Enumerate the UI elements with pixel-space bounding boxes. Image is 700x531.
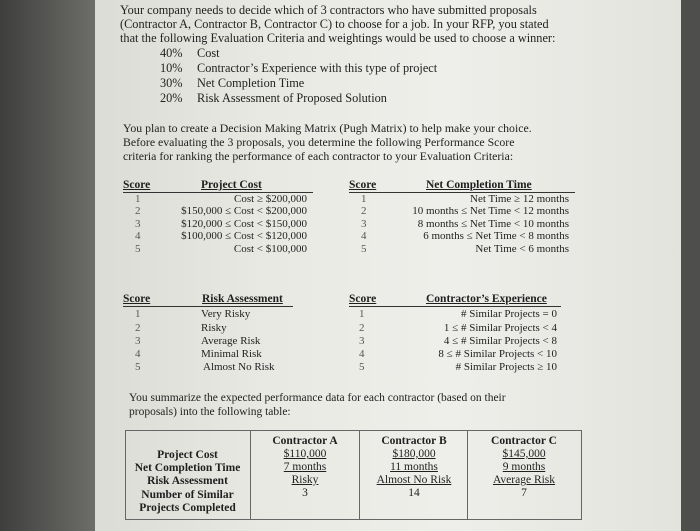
risk-criterion: Very Risky [201, 308, 251, 320]
score-num: 2 [361, 205, 367, 217]
criteria-name: Cost [197, 46, 220, 60]
background-right [681, 0, 700, 531]
contractor-c-risk: Average Risk [492, 474, 556, 486]
cost-criterion: Cost < $100,000 [233, 243, 307, 255]
exp-criterion: 4 ≤ # Similar Projects < 8 [443, 335, 557, 347]
intro-line-3: that the following Evaluation Criteria and weightings would be used to choose a winner: [120, 31, 556, 45]
intro-line-2: (Contractor A, Contractor B, Contractor C) to choose for a job. In your RFP, you stated [120, 17, 549, 31]
intro-line-1: Your company needs to decide which of 3 contractors who have submitted proposals [120, 3, 537, 17]
contractor-a-time: 7 months [283, 461, 327, 473]
exp-criterion: # Similar Projects ≥ 10 [455, 361, 557, 373]
score-header: Score [123, 293, 151, 305]
contractor-c-header: Contractor C [491, 435, 557, 447]
score-header: Score [123, 179, 151, 191]
plan-line-3: criteria for ranking the performance of each contractor to your Evaluation Criteria: [123, 149, 514, 163]
risk-header-rule [123, 306, 293, 307]
criteria-weight: 20% [160, 91, 183, 105]
criteria-weight: 10% [160, 61, 183, 75]
score-num: 3 [135, 335, 141, 347]
contractor-c-cost: $145,000 [502, 448, 546, 460]
time-criterion: 10 months ≤ Net Time < 12 months [412, 205, 569, 217]
score-header: Score [349, 293, 377, 305]
summary-line-1: You summarize the expected performance data for each contractor (based on their [129, 392, 506, 404]
score-num: 5 [361, 243, 367, 255]
exp-criterion: 1 ≤ # Similar Projects < 4 [443, 322, 557, 334]
score-num: 2 [135, 322, 141, 334]
exp-header-rule [349, 306, 561, 307]
criteria-weight: 40% [160, 46, 183, 60]
score-num: 4 [361, 230, 367, 242]
criteria-weight: 30% [160, 76, 183, 90]
criteria-name: Net Completion Time [197, 76, 305, 90]
score-num: 5 [135, 243, 141, 255]
contractor-a-header: Contractor A [272, 435, 338, 447]
score-num: 1 [135, 193, 141, 205]
risk-criterion: Minimal Risk [201, 348, 262, 360]
cost-criterion: $120,000 ≤ Cost < $150,000 [181, 218, 307, 230]
contractor-b-risk: Almost No Risk [376, 474, 452, 486]
plan-line-1: You plan to create a Decision Making Matrix (Pugh Matrix) to help make your choice. [123, 121, 532, 135]
score-num: 3 [135, 218, 141, 230]
row-label-similar: Number of Similar [141, 489, 234, 501]
criteria-name: Contractor’s Experience with this type of project [197, 61, 438, 75]
exp-title: Contractor’s Experience [426, 293, 547, 305]
score-num: 2 [359, 322, 365, 334]
summary-line-2: proposals) into the following table: [129, 406, 291, 418]
exp-criterion: 8 ≤ # Similar Projects < 10 [438, 348, 557, 360]
cost-criterion: Cost ≥ $200,000 [234, 193, 307, 205]
contractor-b-cost: $180,000 [392, 448, 436, 460]
row-label-time: Net Completion Time [134, 462, 241, 474]
score-num: 4 [135, 348, 141, 360]
cost-criterion: $150,000 ≤ Cost < $200,000 [181, 205, 307, 217]
contractor-c-time: 9 months [502, 461, 546, 473]
score-header: Score [349, 179, 377, 191]
contractor-a-similar: 3 [302, 487, 308, 499]
score-num: 5 [135, 361, 141, 373]
row-label-risk: Risk Assessment [147, 475, 228, 487]
contractor-a-risk: Risky [291, 474, 319, 486]
row-label-cost: Project Cost [157, 449, 218, 461]
criteria-name: Risk Assessment of Proposed Solution [197, 91, 387, 105]
risk-criterion: Almost No Risk [203, 361, 275, 373]
contractor-b-header: Contractor B [381, 435, 447, 447]
score-num: 3 [359, 335, 365, 347]
score-num: 2 [135, 205, 141, 217]
score-num: 3 [361, 218, 367, 230]
score-num: 4 [359, 348, 365, 360]
document-page [95, 0, 681, 531]
contractor-b-similar: 14 [408, 487, 420, 499]
contractor-b-time: 11 months [390, 461, 438, 473]
risk-title: Risk Assessment [202, 293, 283, 305]
risk-criterion: Risky [201, 322, 227, 334]
score-num: 1 [135, 308, 141, 320]
time-criterion: Net Time ≥ 12 months [470, 193, 569, 205]
score-num: 1 [361, 193, 367, 205]
time-title: Net Completion Time [426, 179, 532, 191]
cost-title: Project Cost [201, 179, 262, 191]
time-criterion: Net Time < 6 months [475, 243, 569, 255]
score-num: 1 [359, 308, 365, 320]
contractor-c-similar: 7 [521, 487, 527, 499]
time-criterion: 6 months ≤ Net Time < 8 months [423, 230, 569, 242]
score-num: 5 [359, 361, 365, 373]
background-left [0, 0, 95, 531]
risk-criterion: Average Risk [201, 335, 261, 347]
row-label-similar-2: Projects Completed [139, 502, 236, 514]
plan-line-2: Before evaluating the 3 proposals, you determine the following Performance Score [123, 135, 515, 149]
exp-criterion: # Similar Projects = 0 [460, 308, 557, 320]
score-num: 4 [135, 230, 141, 242]
time-criterion: 8 months ≤ Net Time < 10 months [417, 218, 569, 230]
cost-criterion: $100,000 ≤ Cost < $120,000 [181, 230, 307, 242]
contractor-a-cost: $110,000 [283, 448, 327, 460]
